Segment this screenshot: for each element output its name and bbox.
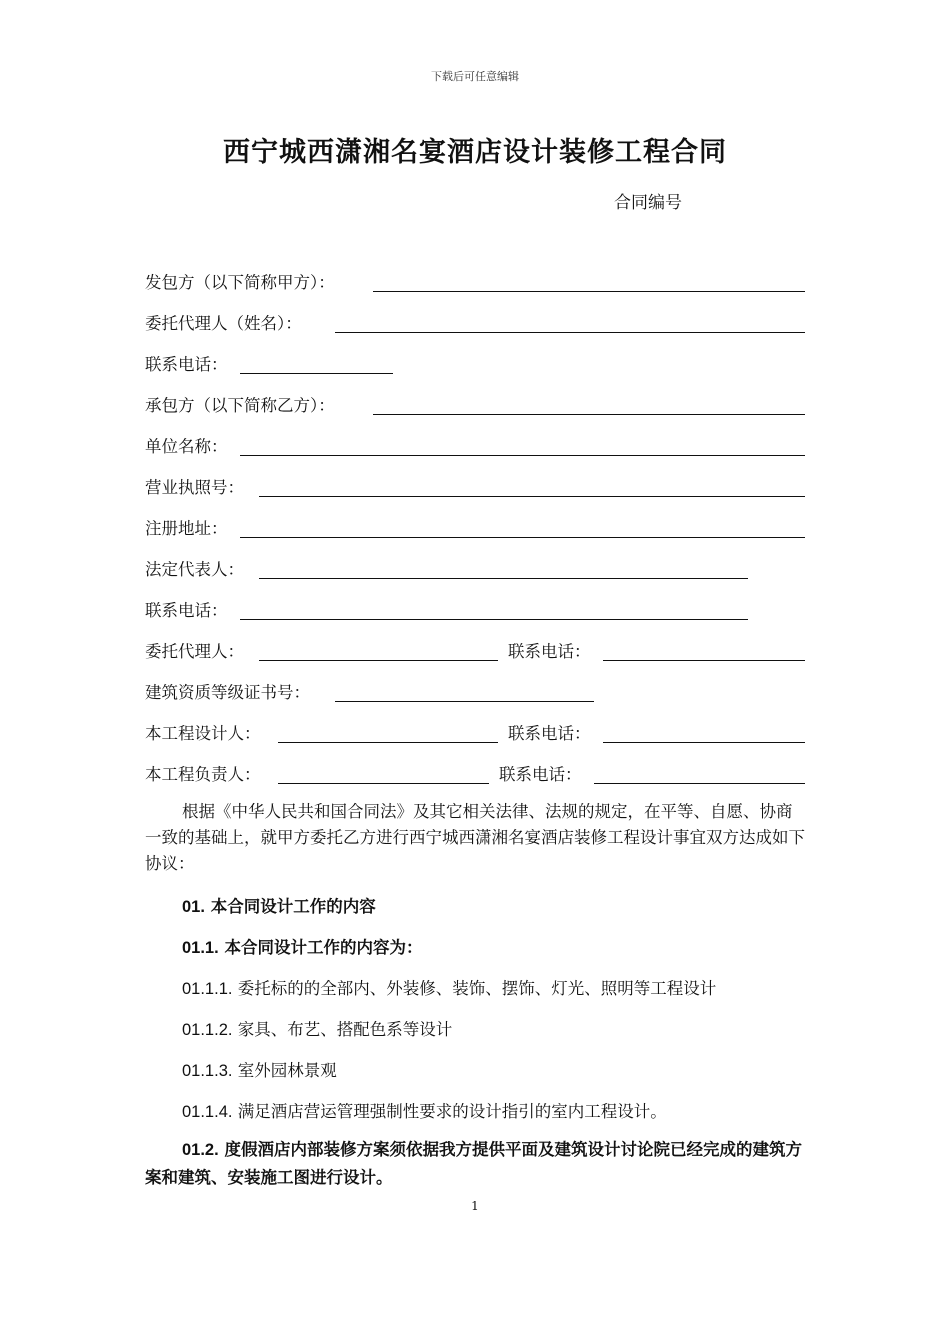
- field-label: 建筑资质等级证书号：: [145, 683, 310, 702]
- field-label: 承包方（以下简称乙方）：: [145, 396, 335, 415]
- field-label: 本工程设计人：: [145, 724, 261, 743]
- field-label: 营业执照号：: [145, 478, 244, 497]
- item-text: 委托标的的全部内、外装修、装饰、摆饰、灯光、照明等工程设计: [237, 979, 717, 998]
- field-phone-b: [145, 599, 228, 623]
- field-agent-name: [145, 312, 302, 336]
- section-title: 本合同设计工作的内容为：: [224, 938, 423, 957]
- item-number: 01.1.4.: [182, 1103, 233, 1121]
- item-text: 满足酒店营运管理强制性要求的设计指引的室内工程设计。: [237, 1102, 667, 1121]
- field-party-a: [145, 271, 335, 295]
- field-party-b: [145, 394, 335, 418]
- field-qualification-cert: [145, 681, 310, 705]
- item-number: 01.1.1.: [182, 980, 233, 998]
- header-note: 下载后可任意编辑: [431, 70, 519, 83]
- field-label: 单位名称：: [145, 437, 228, 456]
- field-label: 委托代理人：: [145, 642, 244, 661]
- field-company-name: [145, 435, 228, 459]
- blank-line-phone-b[interactable]: [240, 619, 748, 620]
- blank-line-agent-b[interactable]: [259, 660, 498, 661]
- section-paragraph-01-2: [145, 1136, 807, 1192]
- list-item: [182, 975, 716, 999]
- field-label: 联系电话：: [499, 765, 582, 784]
- blank-line-party-b[interactable]: [373, 414, 805, 415]
- blank-line-project-manager[interactable]: [278, 783, 489, 784]
- section-number: 01.1.: [182, 939, 219, 957]
- document-title: 西宁城西潇湘名宴酒店设计装修工程合同: [223, 137, 727, 168]
- field-agent-b: [145, 640, 244, 664]
- blank-line-company-name[interactable]: [240, 455, 805, 456]
- blank-line-agent-b-phone[interactable]: [603, 660, 805, 661]
- field-label: 注册地址：: [145, 519, 228, 538]
- field-phone-a: [145, 353, 228, 377]
- page-number: 1: [471, 1199, 479, 1213]
- field-project-manager: [145, 763, 261, 787]
- blank-line-manager-phone[interactable]: [594, 783, 805, 784]
- field-label: 法定代表人：: [145, 560, 244, 579]
- field-designer-phone: [508, 722, 591, 746]
- list-item: [182, 1016, 452, 1040]
- blank-line-phone-a[interactable]: [240, 373, 393, 374]
- field-agent-b-phone: [508, 640, 591, 664]
- section-heading-01: [182, 893, 376, 917]
- blank-line-agent-name[interactable]: [335, 332, 805, 333]
- blank-line-license-no[interactable]: [259, 496, 805, 497]
- contract-number-label: 合同编号: [614, 193, 682, 213]
- field-license-no: [145, 476, 244, 500]
- section-text: 度假酒店内部装修方案须依据我方提供平面及建筑设计讨论院已经完成的建筑方案和建筑、安装施工图进行设计。: [145, 1140, 802, 1187]
- blank-line-qualification-cert[interactable]: [335, 701, 594, 702]
- item-text: 室外园林景观: [237, 1061, 337, 1080]
- section-number: 01.2.: [182, 1141, 219, 1159]
- section-title: 本合同设计工作的内容: [210, 897, 376, 916]
- field-legal-rep: [145, 558, 244, 582]
- field-label: 联系电话：: [145, 355, 228, 374]
- item-number: 01.1.2.: [182, 1021, 233, 1039]
- intro-paragraph: 根据《中华人民共和国合同法》及其它相关法律、法规的规定，在平等、自愿、协商一致的基础上，就甲方委托乙方进行西宁城西潇湘名宴酒店装修工程设计事宜双方达成如下协议：: [145, 802, 805, 873]
- field-label: 发包方（以下简称甲方）：: [145, 273, 335, 292]
- blank-line-designer[interactable]: [278, 742, 498, 743]
- item-text: 家具、布艺、搭配色系等设计: [237, 1020, 453, 1039]
- field-label: 本工程负责人：: [145, 765, 261, 784]
- item-number: 01.1.3.: [182, 1062, 233, 1080]
- field-label: 联系电话：: [145, 601, 228, 620]
- blank-line-party-a[interactable]: [373, 291, 805, 292]
- field-registered-address: [145, 517, 228, 541]
- list-item: [182, 1057, 337, 1081]
- field-manager-phone: [499, 763, 582, 787]
- section-number: 01.: [182, 898, 205, 916]
- blank-line-designer-phone[interactable]: [603, 742, 805, 743]
- blank-line-legal-rep[interactable]: [259, 578, 748, 579]
- field-label: 联系电话：: [508, 642, 591, 661]
- field-label: 委托代理人（姓名）：: [145, 314, 302, 333]
- blank-line-registered-address[interactable]: [240, 537, 805, 538]
- field-designer: [145, 722, 261, 746]
- field-label: 联系电话：: [508, 724, 591, 743]
- section-heading-01-1: [182, 934, 422, 958]
- list-item: [182, 1098, 667, 1122]
